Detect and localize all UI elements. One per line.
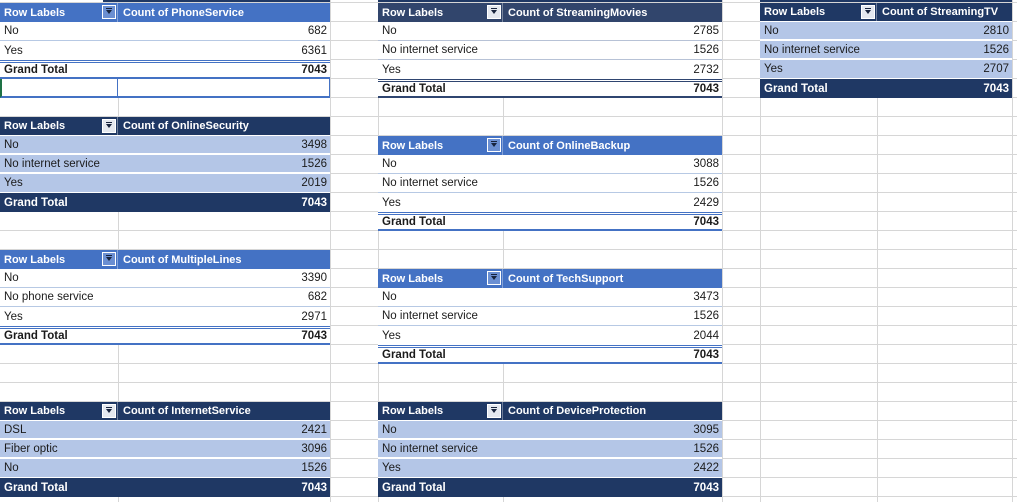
row-label: Yes <box>4 177 23 189</box>
grand-total-row <box>378 345 722 364</box>
cutoff-row-sliver <box>760 0 1012 2</box>
row-value: 2732 <box>693 63 719 76</box>
row-value: 3096 <box>301 442 327 455</box>
row-label: DSL <box>4 423 27 436</box>
row-label: No internet service <box>764 43 860 56</box>
pivot-header-row <box>0 3 330 22</box>
row-label: No <box>382 291 397 303</box>
filter-dropdown-button[interactable] <box>102 252 116 266</box>
filter-dropdown-icon <box>491 276 497 280</box>
grand-total-label: Grand Total <box>4 196 68 209</box>
row-label: Yes <box>764 63 783 75</box>
grand-total-value: 7043 <box>301 481 327 494</box>
row-label: Yes <box>4 310 23 323</box>
values-header: Count of MultipleLines <box>123 253 242 266</box>
row-value: 682 <box>307 291 327 303</box>
grand-total-label: Grand Total <box>382 349 446 361</box>
filter-dropdown-button[interactable] <box>487 404 501 418</box>
row-labels-header-cell <box>378 136 503 155</box>
row-value: 3390 <box>301 272 327 284</box>
pivot-row <box>378 421 722 440</box>
blank-cell[interactable] <box>2 79 118 96</box>
pivot-row <box>0 440 330 459</box>
grand-total-row <box>378 79 722 98</box>
filter-dropdown-icon <box>106 409 112 413</box>
pivot-row <box>378 440 722 459</box>
row-label: No internet service <box>382 44 478 56</box>
pivot-row <box>0 155 330 174</box>
grand-total-row <box>760 79 1012 98</box>
pivot-row <box>0 41 330 60</box>
row-labels-header-cell <box>378 269 503 288</box>
row-label: No internet service <box>382 442 478 455</box>
pivot-table-count-of-onlinesecurity <box>0 117 330 212</box>
filter-dropdown-icon <box>106 10 112 14</box>
row-value: 2785 <box>693 25 719 37</box>
pivot-row <box>0 136 330 155</box>
pivot-row <box>378 60 722 79</box>
row-labels-header: Row Labels <box>4 120 66 132</box>
values-header: Count of OnlineBackup <box>508 139 631 152</box>
grand-total-value: 7043 <box>301 330 327 342</box>
pivot-header-row <box>378 402 722 421</box>
pivot-header-row <box>0 250 330 269</box>
row-value: 2421 <box>301 423 327 436</box>
pivot-header-row <box>0 402 330 421</box>
pivot-table-count-of-streamingmovies <box>378 3 722 98</box>
values-header: Count of TechSupport <box>508 272 624 285</box>
row-value: 3498 <box>301 138 327 151</box>
row-value: 3095 <box>693 423 719 436</box>
pivot-row <box>378 193 722 212</box>
row-value: 1526 <box>693 177 719 189</box>
grand-total-row <box>0 326 330 345</box>
filter-dropdown-button[interactable] <box>487 271 501 285</box>
filter-dropdown-button[interactable] <box>487 138 501 152</box>
values-header: Count of PhoneService <box>123 6 245 19</box>
row-label: No <box>382 25 397 37</box>
cutoff-row-sliver <box>103 0 330 2</box>
row-value: 1526 <box>301 157 327 170</box>
row-value: 1526 <box>693 442 719 455</box>
row-value: 3473 <box>693 291 719 303</box>
row-label: Yes <box>4 44 23 57</box>
row-label: No <box>4 462 19 474</box>
filter-dropdown-icon <box>865 10 871 14</box>
filter-dropdown-button[interactable] <box>102 119 116 133</box>
pivot-row <box>0 269 330 288</box>
filter-dropdown-icon <box>491 10 497 14</box>
pivot-header-row <box>0 117 330 136</box>
filter-dropdown-icon <box>491 143 497 147</box>
grand-total-row <box>378 478 722 497</box>
grand-total-label: Grand Total <box>382 83 446 95</box>
grand-total-row <box>0 478 330 497</box>
row-value: 2707 <box>983 63 1009 75</box>
pivot-header-row <box>378 136 722 155</box>
pivot-row <box>378 22 722 41</box>
row-value: 2429 <box>693 196 719 209</box>
pivot-row <box>378 459 722 478</box>
pivot-table-count-of-deviceprotection <box>378 402 722 497</box>
filter-dropdown-icon <box>106 257 112 261</box>
pivot-table-count-of-multiplelines <box>0 250 330 345</box>
row-label: No internet service <box>382 177 478 189</box>
row-labels-header: Row Labels <box>382 6 444 19</box>
row-labels-header-cell <box>0 117 118 135</box>
row-value: 1526 <box>693 310 719 322</box>
row-labels-header-cell <box>378 402 503 420</box>
pivot-header-row <box>760 3 1012 22</box>
row-label: Yes <box>382 63 401 76</box>
pivot-row <box>0 459 330 478</box>
pivot-table-count-of-phoneservice <box>0 3 330 98</box>
filter-dropdown-button[interactable] <box>861 5 875 19</box>
row-value: 1526 <box>693 44 719 56</box>
row-label: No <box>382 423 397 436</box>
blank-cell[interactable] <box>118 79 329 96</box>
pivot-row <box>0 307 330 326</box>
row-labels-header: Row Labels <box>4 405 66 417</box>
grand-total-value: 7043 <box>301 64 327 76</box>
row-label: No internet service <box>382 310 478 322</box>
pivot-row <box>378 326 722 345</box>
pivot-row <box>378 41 722 60</box>
grand-total-label: Grand Total <box>382 216 446 228</box>
row-value: 1526 <box>983 43 1009 56</box>
filter-dropdown-icon <box>106 124 112 128</box>
pivot-table-count-of-techsupport <box>378 269 722 364</box>
pivot-table-count-of-onlinebackup <box>378 136 722 231</box>
row-labels-header: Row Labels <box>764 6 826 18</box>
pivot-header-row <box>378 269 722 288</box>
row-label: Yes <box>382 196 401 209</box>
grand-total-value: 7043 <box>983 82 1009 95</box>
pivot-table-count-of-streamingtv <box>760 3 1012 98</box>
row-label: No <box>382 158 397 170</box>
filter-dropdown-button[interactable] <box>487 5 501 19</box>
values-header: Count of InternetService <box>123 405 251 417</box>
row-value: 3088 <box>693 158 719 170</box>
grand-total-value: 7043 <box>693 481 719 494</box>
row-value: 2971 <box>301 310 327 323</box>
row-value: 2810 <box>983 24 1009 37</box>
row-label: No <box>764 24 779 37</box>
row-labels-header-cell <box>0 3 118 22</box>
pivot-row <box>0 22 330 41</box>
row-value: 6361 <box>301 44 327 57</box>
grand-total-label: Grand Total <box>4 481 68 494</box>
pivot-row <box>760 60 1012 79</box>
row-labels-header-cell <box>0 402 118 420</box>
grand-total-value: 7043 <box>693 349 719 361</box>
grand-total-label: Grand Total <box>4 64 68 76</box>
blank-bordered-row[interactable] <box>0 79 330 98</box>
row-labels-header-cell <box>760 3 877 21</box>
row-labels-header: Row Labels <box>382 405 444 417</box>
row-labels-header-cell <box>378 3 503 22</box>
pivot-row <box>0 288 330 307</box>
pivot-row <box>0 421 330 440</box>
row-label: No phone service <box>4 291 94 303</box>
grand-total-row <box>0 193 330 212</box>
filter-dropdown-button[interactable] <box>102 404 116 418</box>
pivot-row <box>378 288 722 307</box>
row-label: No internet service <box>4 157 100 170</box>
row-labels-header: Row Labels <box>4 253 66 266</box>
row-label: Yes <box>382 462 401 474</box>
grand-total-label: Grand Total <box>382 481 446 494</box>
row-labels-header-cell <box>0 250 118 269</box>
pivot-row <box>0 174 330 193</box>
pivot-header-row <box>378 3 722 22</box>
row-label: No <box>4 25 19 37</box>
filter-dropdown-button[interactable] <box>102 5 116 19</box>
row-labels-header: Row Labels <box>382 272 444 285</box>
grand-total-row <box>378 212 722 231</box>
row-label: Fiber optic <box>4 442 58 455</box>
row-labels-header: Row Labels <box>382 139 444 152</box>
row-value: 2044 <box>693 329 719 342</box>
row-value: 1526 <box>301 462 327 474</box>
grand-total-row <box>0 60 330 79</box>
row-label: No <box>4 272 19 284</box>
values-header: Count of StreamingTV <box>882 6 999 18</box>
grand-total-label: Grand Total <box>764 82 828 95</box>
row-label: No <box>4 138 19 151</box>
pivot-table-count-of-internetservice <box>0 402 330 497</box>
pivot-row <box>760 41 1012 60</box>
grand-total-value: 7043 <box>301 196 327 209</box>
row-label: Yes <box>382 329 401 342</box>
row-labels-header: Row Labels <box>4 6 66 19</box>
pivot-row <box>378 307 722 326</box>
pivot-row <box>760 22 1012 41</box>
row-value: 682 <box>307 25 327 37</box>
pivot-row <box>378 174 722 193</box>
grand-total-value: 7043 <box>693 83 719 95</box>
grand-total-value: 7043 <box>693 216 719 228</box>
values-header: Count of StreamingMovies <box>508 6 648 19</box>
values-header: Count of OnlineSecurity <box>123 120 249 132</box>
cutoff-row-sliver <box>378 0 722 2</box>
filter-dropdown-icon <box>491 409 497 413</box>
pivot-row <box>378 155 722 174</box>
grand-total-label: Grand Total <box>4 330 68 342</box>
values-header: Count of DeviceProtection <box>508 405 647 417</box>
row-value: 2422 <box>693 462 719 474</box>
row-value: 2019 <box>301 177 327 189</box>
